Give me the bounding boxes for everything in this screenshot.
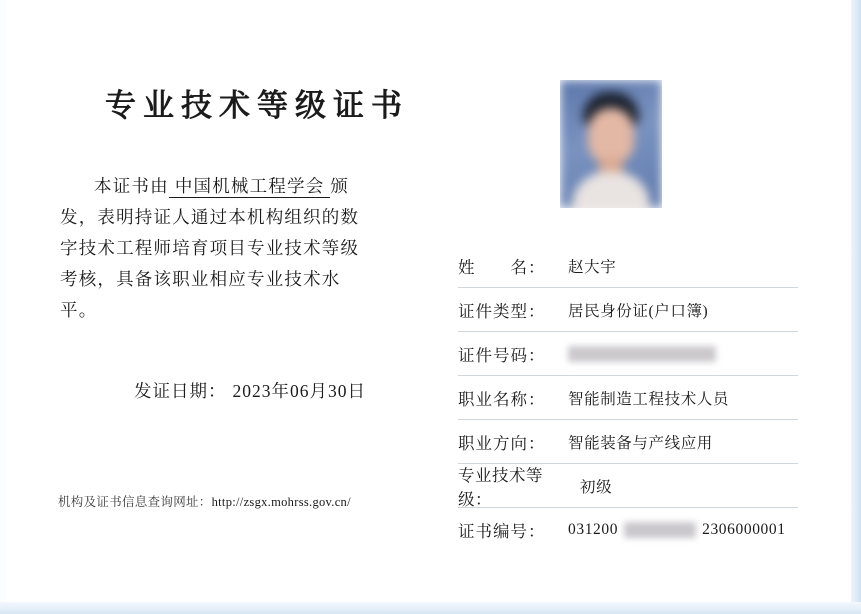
field-label-cert-no: 证书编号： <box>458 521 546 541</box>
verification-url-link[interactable]: http://zsgx.mohrss.gov.cn/ <box>211 495 351 509</box>
avatar <box>560 80 662 208</box>
page-edge-right <box>851 0 861 614</box>
field-row-id-type <box>458 288 798 332</box>
field-value-name: 赵大宇 <box>568 258 617 276</box>
field-value-level: 初级 <box>580 478 613 496</box>
issue-date-label: 发证日期： <box>134 381 227 401</box>
field-row-id-number <box>458 332 798 376</box>
field-row-direction <box>458 420 798 464</box>
redacted-id-number <box>568 346 716 362</box>
field-row-level <box>458 464 798 508</box>
field-label-occupation: 职业名称： <box>458 389 546 409</box>
holder-details-list <box>458 244 798 551</box>
footer-note-label: 机构及证书信息查询网址： <box>58 495 212 509</box>
left-column <box>60 80 440 403</box>
field-value-cert-no <box>554 521 786 539</box>
page-edge-bottom <box>0 602 861 614</box>
cert-no-suffix: 2306000001 <box>702 520 786 538</box>
field-value-id-type: 居民身份证(户口簿) <box>568 302 709 320</box>
certificate-body-text <box>60 171 370 326</box>
footer-note <box>58 492 351 510</box>
redacted-cert-no-middle <box>624 522 696 538</box>
issuing-organization: 中国机械工程学会 <box>169 176 331 198</box>
field-row-occupation <box>458 376 798 420</box>
issue-date-row <box>134 378 440 403</box>
field-label-name: 姓 名： <box>458 257 546 277</box>
field-label-id-type: 证件类型： <box>458 301 546 321</box>
field-value-occupation: 智能制造工程技术人员 <box>568 390 730 408</box>
field-label-direction: 职业方向： <box>458 433 546 453</box>
body-rest: 颁发，表明持证人通过本机构组织的数字技术工程师培育项目专业技术等级考核，具备该职业相应专业技术水平。 <box>60 176 360 320</box>
issue-date-value: 2023年06月30日 <box>232 381 366 401</box>
cert-no-prefix: 031200 <box>568 520 619 538</box>
field-value-direction: 智能装备与产线应用 <box>568 434 713 452</box>
field-row-name <box>458 244 798 288</box>
body-lead: 本证书由 <box>94 176 169 196</box>
portrait-face <box>588 108 634 164</box>
field-label-level: 专业技术等级： <box>458 465 543 509</box>
page-edge-left <box>0 0 6 614</box>
field-label-id-number: 证件号码： <box>458 345 546 365</box>
field-row-cert-no <box>458 508 798 551</box>
holder-portrait-image <box>560 80 662 208</box>
page-title: 专业技术等级证书 <box>105 88 409 123</box>
